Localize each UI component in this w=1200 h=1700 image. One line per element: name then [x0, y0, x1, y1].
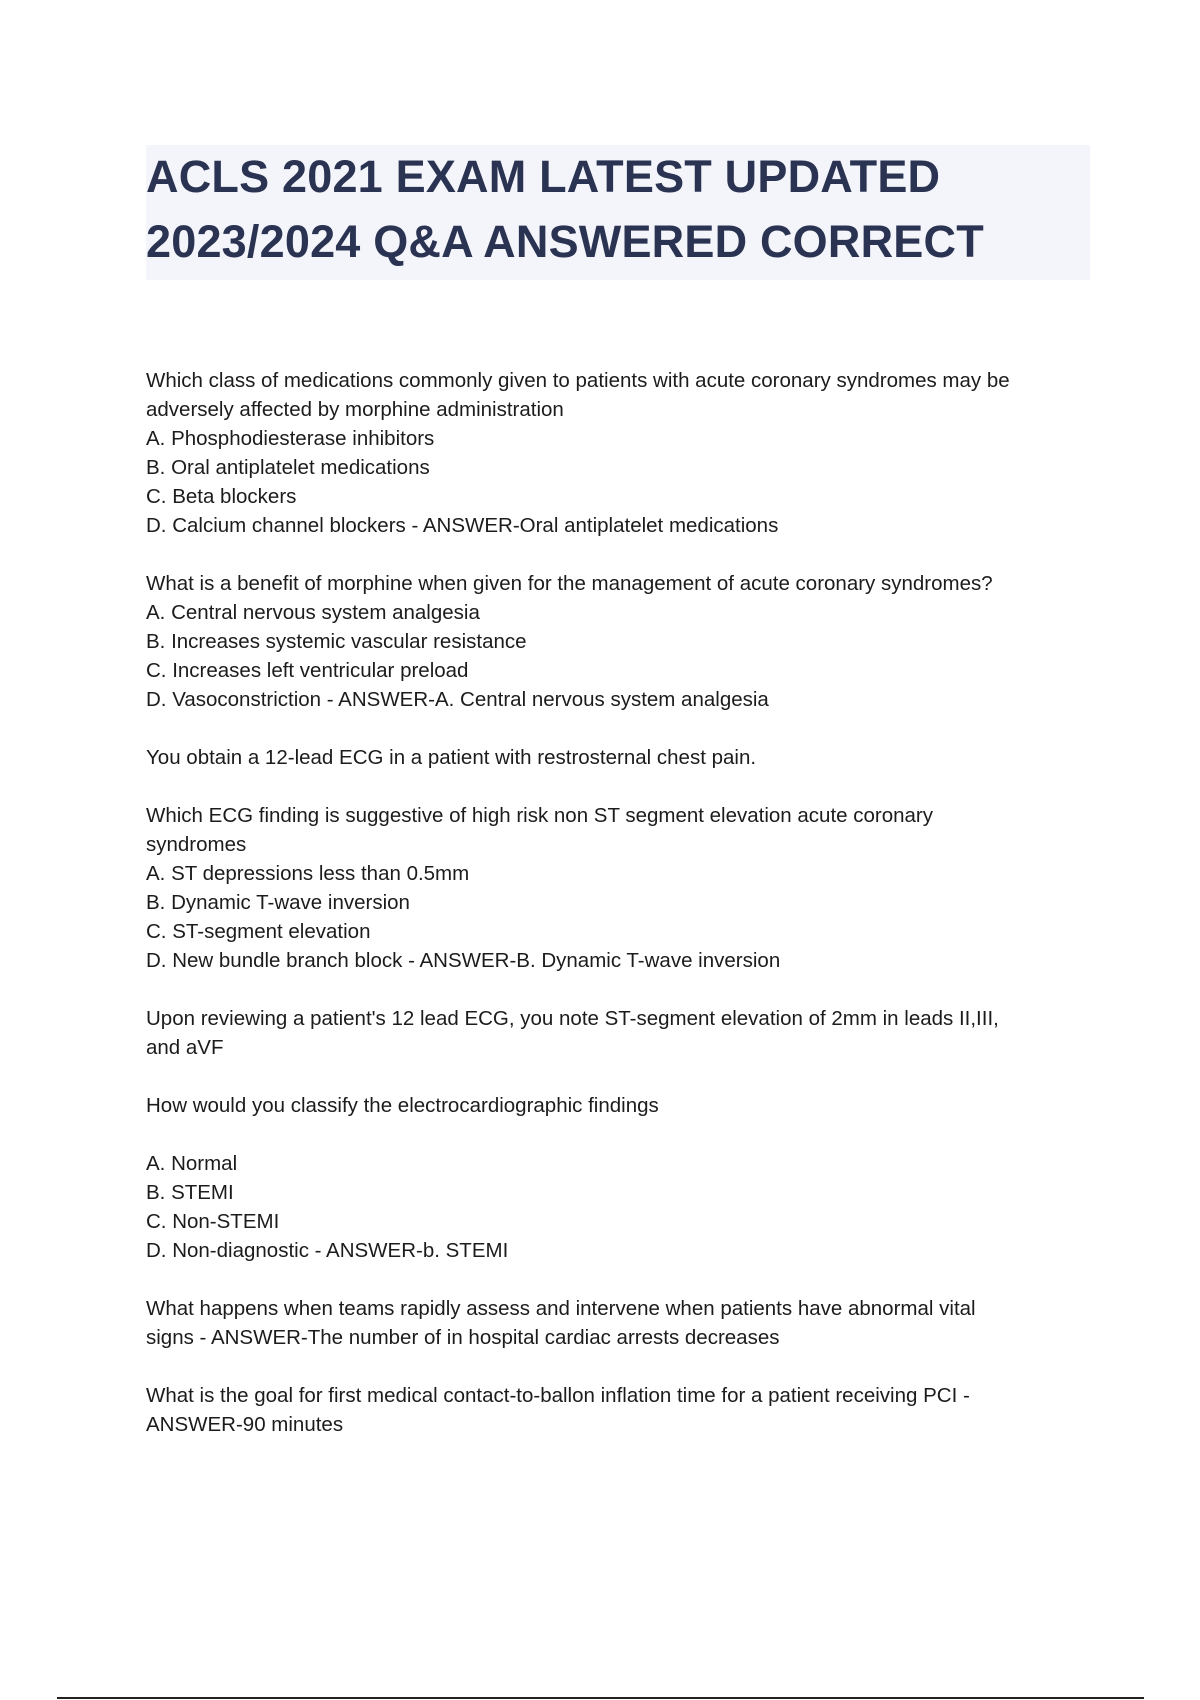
- qa-block: [146, 1381, 1096, 1439]
- text-line: B. Dynamic T-wave inversion: [146, 891, 410, 914]
- text-line: D. New bundle branch block - ANSWER-B. Dynamic T-wave inversion: [146, 949, 781, 972]
- text-line: B. Oral antiplatelet medications: [146, 456, 430, 479]
- qa-block: [146, 1004, 1096, 1062]
- text-line: What happens when teams rapidly assess and intervene when patients have abnormal vital: [146, 1297, 976, 1320]
- qa-block: [146, 1294, 1096, 1352]
- text-line: D. Non-diagnostic - ANSWER-b. STEMI: [146, 1239, 509, 1262]
- text-line: Which class of medications commonly given to patients with acute coronary syndromes may be: [146, 369, 1010, 392]
- text-line: syndromes: [146, 833, 247, 856]
- qa-block: [146, 743, 1096, 772]
- text-line: D. Calcium channel blockers - ANSWER-Oral antiplatelet medications: [146, 514, 779, 537]
- title-line: 2023/2024 Q&A ANSWERED CORRECT: [146, 216, 984, 267]
- qa-block: [146, 366, 1096, 540]
- text-line: C. Increases left ventricular preload: [146, 659, 469, 682]
- text-line: B. Increases systemic vascular resistance: [146, 630, 527, 653]
- text-line: A. Normal: [146, 1152, 238, 1175]
- qa-block: [146, 569, 1096, 714]
- text-line: adversely affected by morphine administration: [146, 398, 564, 421]
- text-line: What is the goal for first medical contact-to-ballon inflation time for a patient receiving PCI -: [146, 1384, 970, 1407]
- text-line: C. ST-segment elevation: [146, 920, 371, 943]
- document-title: [146, 145, 1090, 280]
- text-line: C. Beta blockers: [146, 485, 297, 508]
- text-line: signs - ANSWER-The number of in hospital cardiac arrests decreases: [146, 1326, 780, 1349]
- text-line: What is a benefit of morphine when given for the management of acute coronary syndromes?: [146, 572, 993, 595]
- text-line: A. ST depressions less than 0.5mm: [146, 862, 470, 885]
- qa-block: [146, 1149, 1096, 1265]
- text-line: Upon reviewing a patient's 12 lead ECG, you note ST-segment elevation of 2mm in leads II,III,: [146, 1007, 999, 1030]
- document-body: [146, 366, 1096, 1468]
- qa-block: [146, 801, 1096, 975]
- qa-block: [146, 1091, 1096, 1120]
- text-line: A. Phosphodiesterase inhibitors: [146, 427, 435, 450]
- text-line: D. Vasoconstriction - ANSWER-A. Central nervous system analgesia: [146, 688, 769, 711]
- text-line: C. Non-STEMI: [146, 1210, 280, 1233]
- text-line: ANSWER-90 minutes: [146, 1413, 344, 1436]
- title-line: ACLS 2021 EXAM LATEST UPDATED: [146, 151, 941, 202]
- text-line: You obtain a 12-lead ECG in a patient with restrosternal chest pain.: [146, 746, 757, 769]
- text-line: and aVF: [146, 1036, 224, 1059]
- footer-divider: [57, 1697, 1144, 1699]
- text-line: Which ECG finding is suggestive of high risk non ST segment elevation acute coronary: [146, 804, 933, 827]
- text-line: B. STEMI: [146, 1181, 234, 1204]
- text-line: A. Central nervous system analgesia: [146, 601, 480, 624]
- text-line: How would you classify the electrocardiographic findings: [146, 1094, 659, 1117]
